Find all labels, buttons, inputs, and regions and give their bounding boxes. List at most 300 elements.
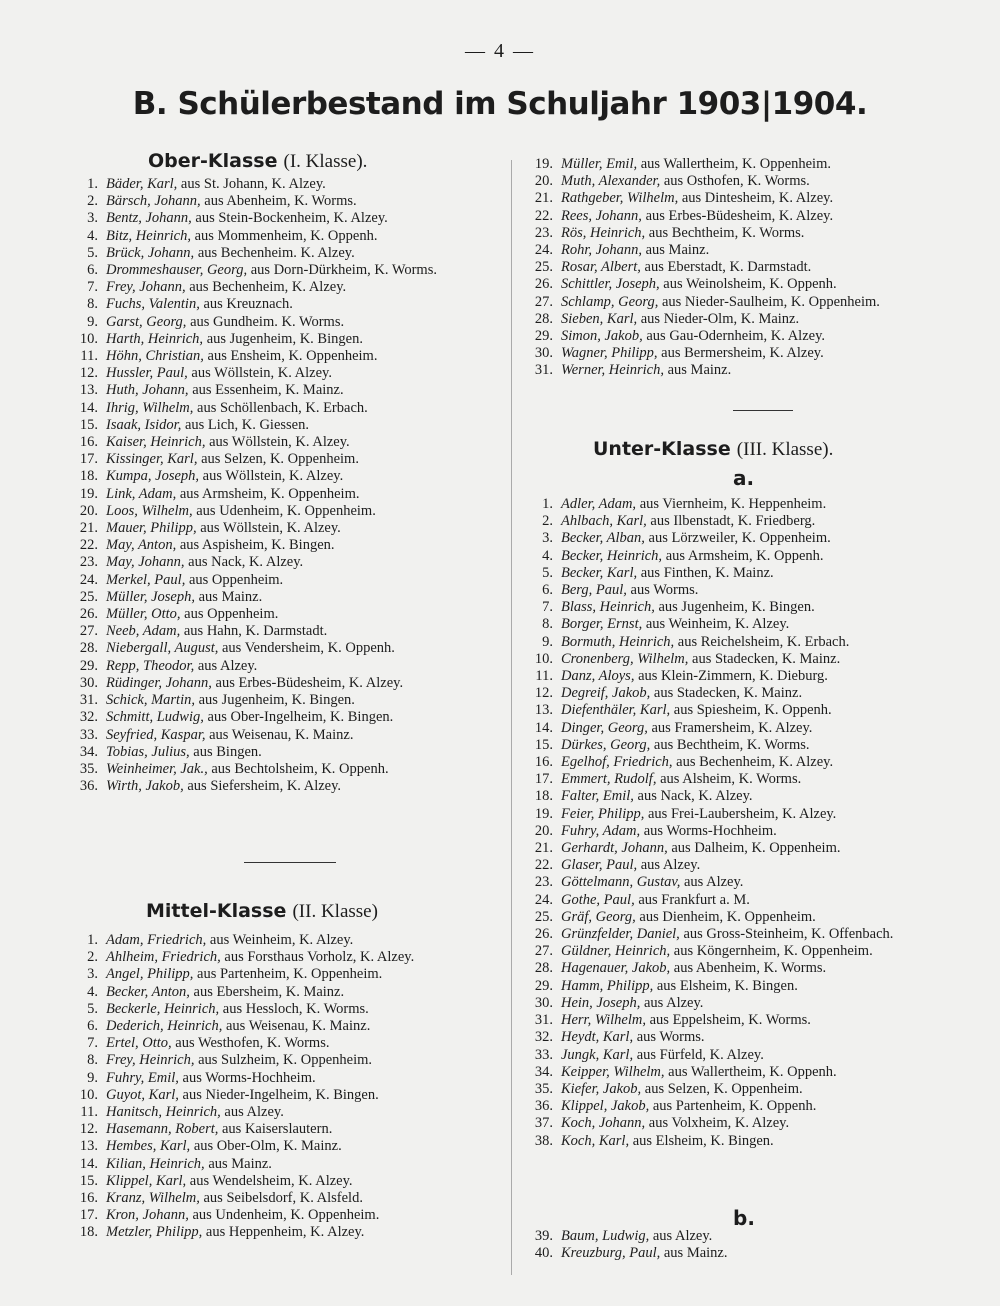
entry-number: 24. bbox=[534, 891, 553, 908]
student-name: Bäder, Karl, bbox=[106, 176, 178, 192]
entry-number: 1. bbox=[542, 496, 553, 512]
student-name: Borger, Ernst, bbox=[561, 616, 643, 633]
student-origin: aus Weinheim, K. Alzey. bbox=[209, 932, 354, 948]
student-origin: aus Stadecken, K. Mainz. bbox=[692, 650, 841, 667]
student-name: Kilian, Heinrich, bbox=[106, 1155, 205, 1172]
unter-klasse-group-a-label: a. bbox=[733, 466, 755, 490]
student-entry bbox=[515, 530, 955, 547]
student-origin: aus Jugenheim, K. Bingen. bbox=[198, 692, 355, 709]
student-origin: aus Heppenheim, K. Alzey. bbox=[205, 1224, 365, 1241]
student-name: Cronenberg, Wilhelm, bbox=[561, 650, 689, 667]
student-entry bbox=[60, 949, 492, 966]
entry-number: 11. bbox=[535, 668, 553, 685]
student-name: Herr, Wilhelm, bbox=[561, 1012, 646, 1029]
entry-number: 26. bbox=[79, 606, 98, 623]
student-entry bbox=[60, 468, 492, 485]
student-origin: aus Hessloch, K. Worms. bbox=[222, 1000, 369, 1017]
student-entry bbox=[515, 276, 955, 293]
student-entry bbox=[60, 314, 492, 331]
student-entry bbox=[60, 1173, 492, 1190]
student-origin: aus Alzey. bbox=[640, 857, 701, 874]
student-origin: aus Lörzweiler, K. Oppenheim. bbox=[648, 530, 831, 547]
student-origin: aus Nack, K. Alzey. bbox=[188, 554, 304, 571]
student-entry bbox=[60, 778, 492, 795]
student-origin: aus Frankfurt a. M. bbox=[638, 891, 750, 908]
student-entry bbox=[515, 1133, 955, 1150]
student-entry bbox=[515, 668, 955, 685]
student-origin: aus Seibelsdorf, K. Alsfeld. bbox=[203, 1190, 363, 1207]
student-entry bbox=[515, 582, 955, 599]
student-origin: aus Worms-Hochheim. bbox=[643, 822, 777, 839]
student-name: Jungk, Karl, bbox=[561, 1046, 634, 1063]
student-origin: aus Bechenheim. K. Alzey. bbox=[197, 244, 355, 261]
student-name: Degreif, Jakob, bbox=[561, 685, 651, 702]
entry-number: 6. bbox=[542, 582, 553, 599]
entry-number: 4. bbox=[87, 227, 98, 244]
entry-number: 16. bbox=[534, 754, 553, 771]
student-name: Brück, Johann, bbox=[106, 244, 195, 261]
student-entry bbox=[515, 926, 955, 943]
student-entry bbox=[60, 1104, 492, 1121]
student-entry bbox=[60, 262, 492, 279]
entry-number: 33. bbox=[79, 726, 98, 743]
student-name: Fuchs, Valentin, bbox=[106, 296, 200, 313]
student-entry bbox=[515, 1081, 955, 1098]
student-entry bbox=[60, 966, 492, 983]
student-name: Becker, Alban, bbox=[561, 530, 645, 547]
entry-number: 3. bbox=[87, 966, 98, 983]
student-origin: aus Wallertheim, K. Oppenheim. bbox=[640, 156, 831, 172]
student-origin: aus St. Johann, K. Alzey. bbox=[180, 176, 326, 192]
entry-number: 13. bbox=[534, 702, 553, 719]
student-name: Ahlbach, Karl, bbox=[561, 513, 647, 530]
student-origin: aus Abenheim, K. Worms. bbox=[204, 193, 357, 210]
student-entry bbox=[60, 761, 492, 778]
student-origin: aus Ober-Olm, K. Mainz. bbox=[193, 1138, 342, 1155]
entry-number: 5. bbox=[542, 564, 553, 581]
student-entry bbox=[60, 1207, 492, 1224]
student-entry bbox=[515, 225, 955, 242]
student-origin: aus Wöllstein, K. Alzey. bbox=[191, 365, 332, 382]
student-name: Neeb, Adam, bbox=[106, 623, 181, 640]
student-entry bbox=[515, 294, 955, 311]
student-name: Rohr, Johann, bbox=[561, 242, 642, 259]
student-name: Hanitsch, Heinrich, bbox=[106, 1104, 221, 1121]
student-entry bbox=[60, 744, 492, 761]
entry-number: 25. bbox=[534, 259, 553, 276]
entry-number: 39. bbox=[534, 1228, 553, 1244]
entry-number: 10. bbox=[79, 330, 98, 347]
mittel-klasse-subtitle: (II. Klasse) bbox=[292, 901, 378, 922]
student-name: Hein, Joseph, bbox=[561, 994, 641, 1011]
entry-number: 9. bbox=[87, 1069, 98, 1086]
student-entry bbox=[60, 932, 492, 949]
student-entry bbox=[60, 1087, 492, 1104]
unter-klasse-group-a-list bbox=[515, 496, 955, 1150]
student-name: Muth, Alexander, bbox=[561, 173, 661, 190]
entry-number: 1. bbox=[87, 932, 98, 948]
student-origin: aus Weisenau, K. Mainz. bbox=[209, 726, 354, 743]
entry-number: 32. bbox=[534, 1029, 553, 1046]
ober-klasse-subtitle: (I. Klasse). bbox=[283, 151, 368, 172]
student-name: Tobias, Julius, bbox=[106, 743, 190, 760]
entry-number: 28. bbox=[534, 960, 553, 977]
student-name: Simon, Jakob, bbox=[561, 328, 643, 345]
student-entry bbox=[60, 382, 492, 399]
student-name: Niebergall, August, bbox=[106, 640, 219, 657]
student-entry bbox=[60, 572, 492, 589]
student-origin: aus Essenheim, K. Mainz. bbox=[192, 382, 344, 399]
student-entry bbox=[515, 634, 955, 651]
student-name: Feier, Philipp, bbox=[561, 805, 645, 822]
student-name: Schmitt, Ludwig, bbox=[106, 709, 204, 726]
entry-number: 30. bbox=[534, 345, 553, 362]
student-origin: aus Mainz. bbox=[663, 1245, 728, 1262]
student-entry bbox=[60, 210, 492, 227]
student-entry bbox=[515, 960, 955, 977]
student-origin: aus Bingen. bbox=[193, 743, 262, 760]
student-entry bbox=[515, 651, 955, 668]
student-name: Kiefer, Jakob, bbox=[561, 1080, 642, 1097]
student-entry bbox=[515, 995, 955, 1012]
student-entry bbox=[515, 892, 955, 909]
entry-number: 22. bbox=[534, 207, 553, 224]
student-name: Wagner, Philipp, bbox=[561, 345, 658, 362]
student-entry bbox=[60, 348, 492, 365]
student-entry bbox=[60, 589, 492, 606]
student-origin: aus Bermersheim, K. Alzey. bbox=[661, 345, 824, 362]
student-name: Ahlheim, Friedrich, bbox=[106, 949, 221, 966]
student-entry bbox=[515, 874, 955, 891]
student-name: Isaak, Isidor, bbox=[106, 416, 182, 433]
student-origin: aus Weinolsheim, K. Oppenh. bbox=[663, 276, 837, 293]
student-origin: aus Dorn-Dürkheim, K. Worms. bbox=[250, 262, 437, 279]
student-name: Rös, Heinrich, bbox=[561, 224, 646, 241]
student-origin: aus Jugenheim, K. Bingen. bbox=[658, 599, 815, 616]
entry-number: 35. bbox=[534, 1080, 553, 1097]
student-origin: aus Wendelsheim, K. Alzey. bbox=[189, 1172, 353, 1189]
student-entry bbox=[515, 1064, 955, 1081]
entry-number: 16. bbox=[79, 434, 98, 451]
student-origin: aus Mainz. bbox=[645, 242, 710, 259]
student-origin: aus Sulzheim, K. Oppenheim. bbox=[198, 1052, 373, 1069]
student-name: Keipper, Wilhelm, bbox=[561, 1063, 665, 1080]
student-name: Schlamp, Georg, bbox=[561, 293, 659, 310]
student-origin: aus Nieder-Ingelheim, K. Bingen. bbox=[182, 1086, 379, 1103]
entry-number: 34. bbox=[534, 1063, 553, 1080]
student-name: Dederich, Heinrich, bbox=[106, 1018, 223, 1035]
student-entry bbox=[60, 486, 492, 503]
student-entry bbox=[515, 496, 955, 513]
entry-number: 22. bbox=[79, 537, 98, 554]
student-origin: aus Alzey. bbox=[197, 657, 258, 674]
entry-number: 21. bbox=[534, 840, 553, 857]
student-origin: aus Partenheim, K. Oppenheim. bbox=[197, 966, 383, 983]
student-entry bbox=[515, 190, 955, 207]
student-entry bbox=[60, 417, 492, 434]
entry-number: 18. bbox=[534, 788, 553, 805]
student-origin: aus Mainz. bbox=[208, 1155, 272, 1172]
student-origin: aus Ober-Ingelheim, K. Bingen. bbox=[207, 709, 394, 726]
student-entry bbox=[515, 909, 955, 926]
student-name: Link, Adam, bbox=[106, 485, 177, 502]
unter-klasse-title: Unter-Klasse bbox=[593, 438, 731, 460]
student-origin: aus Stadecken, K. Mainz. bbox=[653, 685, 803, 702]
student-name: Koch, Karl, bbox=[561, 1132, 630, 1149]
student-entry bbox=[515, 1012, 955, 1029]
ober-klasse-title: Ober-Klasse bbox=[148, 150, 278, 172]
student-name: Bärsch, Johann, bbox=[106, 193, 201, 210]
unter-klasse-heading bbox=[593, 438, 833, 461]
entry-number: 3. bbox=[87, 210, 98, 227]
entry-number: 17. bbox=[79, 451, 98, 468]
entry-number: 28. bbox=[79, 640, 98, 657]
student-origin: aus Elsheim, K. Bingen. bbox=[656, 977, 798, 994]
student-entry bbox=[60, 228, 492, 245]
student-name: Frey, Johann, bbox=[106, 279, 186, 296]
student-entry bbox=[60, 727, 492, 744]
student-name: Schick, Martin, bbox=[106, 692, 195, 709]
mittel-klasse-list bbox=[60, 932, 492, 1242]
entry-number: 31. bbox=[79, 692, 98, 709]
student-name: Emmert, Rudolf, bbox=[561, 771, 657, 788]
entry-number: 33. bbox=[534, 1046, 553, 1063]
student-entry bbox=[515, 328, 955, 345]
student-name: Beckerle, Heinrich, bbox=[106, 1000, 220, 1017]
entry-number: 17. bbox=[79, 1207, 98, 1224]
student-name: Höhn, Christian, bbox=[106, 348, 204, 365]
student-origin: aus Reichelsheim, K. Erbach. bbox=[677, 633, 850, 650]
student-entry bbox=[60, 451, 492, 468]
student-entry bbox=[60, 623, 492, 640]
entry-number: 8. bbox=[87, 296, 98, 313]
entry-number: 8. bbox=[87, 1052, 98, 1069]
student-entry bbox=[515, 978, 955, 995]
ober-klasse-heading bbox=[148, 150, 367, 173]
student-entry bbox=[515, 823, 955, 840]
student-origin: aus Alsheim, K. Worms. bbox=[660, 771, 802, 788]
student-name: Rathgeber, Wilhelm, bbox=[561, 190, 679, 207]
student-entry bbox=[515, 943, 955, 960]
entry-number: 23. bbox=[534, 224, 553, 241]
entry-number: 36. bbox=[79, 778, 98, 795]
entry-number: 3. bbox=[542, 530, 553, 547]
entry-number: 38. bbox=[534, 1132, 553, 1149]
student-origin: aus Ensheim, K. Oppenheim. bbox=[207, 348, 378, 365]
student-entry bbox=[515, 345, 955, 362]
ober-klasse-list bbox=[60, 176, 492, 795]
student-name: Schittler, Joseph, bbox=[561, 276, 660, 293]
student-entry bbox=[60, 606, 492, 623]
student-name: Klippel, Karl, bbox=[106, 1172, 187, 1189]
entry-number: 20. bbox=[534, 173, 553, 190]
student-name: Becker, Karl, bbox=[561, 564, 638, 581]
student-name: Kron, Johann, bbox=[106, 1207, 189, 1224]
entry-number: 1. bbox=[87, 176, 98, 192]
entry-number: 26. bbox=[534, 926, 553, 943]
student-entry bbox=[60, 503, 492, 520]
student-name: May, Johann, bbox=[106, 554, 185, 571]
page-number: — 4 — bbox=[465, 40, 535, 62]
student-origin: aus Worms. bbox=[630, 582, 699, 599]
student-origin: aus Dalheim, K. Oppenheim. bbox=[671, 840, 841, 857]
entry-number: 7. bbox=[542, 599, 553, 616]
student-entry bbox=[515, 599, 955, 616]
entry-number: 6. bbox=[87, 262, 98, 279]
student-name: Bentz, Johann, bbox=[106, 210, 192, 227]
student-name: Adam, Friedrich, bbox=[106, 932, 207, 948]
entry-number: 25. bbox=[534, 908, 553, 925]
student-entry bbox=[60, 709, 492, 726]
student-name: Frey, Heinrich, bbox=[106, 1052, 195, 1069]
student-name: Hagenauer, Jakob, bbox=[561, 960, 671, 977]
student-origin: aus Selzen, K. Oppenheim. bbox=[644, 1080, 803, 1097]
student-name: Kissinger, Karl, bbox=[106, 451, 198, 468]
entry-number: 27. bbox=[534, 293, 553, 310]
entry-number: 40. bbox=[534, 1245, 553, 1262]
entry-number: 11. bbox=[80, 348, 98, 365]
student-name: Kreuzburg, Paul, bbox=[561, 1245, 661, 1262]
student-origin: aus Weisenau, K. Mainz. bbox=[226, 1018, 371, 1035]
student-name: Falter, Emil, bbox=[561, 788, 634, 805]
mittel-klasse-heading bbox=[146, 900, 378, 923]
student-origin: aus Osthofen, K. Worms. bbox=[663, 173, 810, 190]
student-entry bbox=[515, 685, 955, 702]
student-name: Merkel, Paul, bbox=[106, 571, 186, 588]
entry-number: 7. bbox=[87, 279, 98, 296]
student-name: Blass, Heinrich, bbox=[561, 599, 655, 616]
student-name: Kaiser, Heinrich, bbox=[106, 434, 206, 451]
entry-number: 14. bbox=[79, 1155, 98, 1172]
student-entry bbox=[515, 565, 955, 582]
student-origin: aus Gross-Steinheim, K. Offenbach. bbox=[683, 926, 894, 943]
student-name: Klippel, Jakob, bbox=[561, 1098, 650, 1115]
student-origin: aus Stein-Bockenheim, K. Alzey. bbox=[195, 210, 388, 227]
student-name: Gräf, Georg, bbox=[561, 908, 636, 925]
student-origin: aus Mainz. bbox=[667, 362, 732, 379]
student-name: Weinheimer, Jak., bbox=[106, 760, 208, 777]
entry-number: 9. bbox=[87, 313, 98, 330]
student-name: Egelhof, Friedrich, bbox=[561, 754, 673, 771]
entry-number: 27. bbox=[79, 623, 98, 640]
entry-number: 13. bbox=[79, 1138, 98, 1155]
student-origin: aus Kreuznach. bbox=[203, 296, 293, 313]
entry-number: 7. bbox=[87, 1035, 98, 1052]
student-origin: aus Wöllstein, K. Alzey. bbox=[209, 434, 350, 451]
entry-number: 29. bbox=[79, 657, 98, 674]
student-origin: aus Udenheim, K. Oppenheim. bbox=[196, 502, 376, 519]
student-origin: aus Framersheim, K. Alzey. bbox=[651, 719, 813, 736]
student-entry bbox=[60, 658, 492, 675]
student-origin: aus Mommenheim, K. Oppenh. bbox=[194, 227, 378, 244]
student-name: Huth, Johann, bbox=[106, 382, 189, 399]
entry-number: 37. bbox=[534, 1115, 553, 1132]
entry-number: 14. bbox=[534, 719, 553, 736]
entry-number: 23. bbox=[534, 874, 553, 891]
student-origin: aus Oppenheim. bbox=[188, 571, 284, 588]
entry-number: 2. bbox=[542, 513, 553, 530]
entry-number: 19. bbox=[534, 156, 553, 172]
entry-number: 32. bbox=[79, 709, 98, 726]
student-name: Dinger, Georg, bbox=[561, 719, 648, 736]
entry-number: 15. bbox=[79, 416, 98, 433]
student-entry bbox=[515, 548, 955, 565]
student-entry bbox=[60, 1190, 492, 1207]
student-name: Garst, Georg, bbox=[106, 313, 187, 330]
entry-number: 36. bbox=[534, 1098, 553, 1115]
student-entry bbox=[515, 208, 955, 225]
entry-number: 16. bbox=[79, 1190, 98, 1207]
student-origin: aus Abenheim, K. Worms. bbox=[673, 960, 827, 977]
student-origin: aus Selzen, K. Oppenheim. bbox=[201, 451, 359, 468]
student-entry bbox=[515, 857, 955, 874]
student-origin: aus Westhofen, K. Worms. bbox=[175, 1035, 330, 1052]
student-name: Heydt, Karl, bbox=[561, 1029, 634, 1046]
entry-number: 24. bbox=[534, 242, 553, 259]
entry-number: 31. bbox=[534, 362, 553, 379]
entry-number: 23. bbox=[79, 554, 98, 571]
student-name: Sieben, Karl, bbox=[561, 310, 638, 327]
student-origin: aus Schöllenbach, K. Erbach. bbox=[197, 399, 368, 416]
student-origin: aus Volxheim, K. Alzey. bbox=[648, 1115, 790, 1132]
entry-number: 20. bbox=[534, 822, 553, 839]
student-name: Göttelmann, Gustav, bbox=[561, 874, 681, 891]
student-origin: aus Alzey. bbox=[652, 1228, 713, 1244]
student-name: Adler, Adam, bbox=[561, 496, 637, 512]
entry-number: 21. bbox=[79, 520, 98, 537]
student-entry bbox=[60, 554, 492, 571]
student-entry bbox=[60, 520, 492, 537]
student-origin: aus Alzey. bbox=[224, 1104, 284, 1121]
mittel-klasse-continued-list bbox=[515, 156, 955, 380]
student-origin: aus Köngernheim, K. Oppenheim. bbox=[673, 943, 873, 960]
student-name: Grünzfelder, Daniel, bbox=[561, 926, 680, 943]
student-name: Angel, Philipp, bbox=[106, 966, 194, 983]
student-entry bbox=[60, 1138, 492, 1155]
student-origin: aus Undenheim, K. Oppenheim. bbox=[192, 1207, 380, 1224]
student-entry bbox=[60, 1001, 492, 1018]
student-origin: aus Nack, K. Alzey. bbox=[637, 788, 753, 805]
entry-number: 15. bbox=[534, 736, 553, 753]
student-entry bbox=[60, 675, 492, 692]
student-entry bbox=[60, 984, 492, 1001]
student-origin: aus Mainz. bbox=[198, 588, 263, 605]
student-origin: aus Worms-Hochheim. bbox=[182, 1069, 316, 1086]
student-entry bbox=[60, 245, 492, 262]
student-entry bbox=[515, 616, 955, 633]
entry-number: 29. bbox=[534, 977, 553, 994]
entry-number: 9. bbox=[542, 633, 553, 650]
entry-number: 24. bbox=[79, 571, 98, 588]
student-entry bbox=[515, 1115, 955, 1132]
student-origin: aus Armsheim, K. Oppenheim. bbox=[179, 485, 360, 502]
mittel-klasse-title: Mittel-Klasse bbox=[146, 900, 287, 922]
student-origin: aus Weinheim, K. Alzey. bbox=[645, 616, 790, 633]
student-origin: aus Finthen, K. Mainz. bbox=[640, 564, 774, 581]
student-entry bbox=[60, 692, 492, 709]
entry-number: 17. bbox=[534, 771, 553, 788]
entry-number: 5. bbox=[87, 244, 98, 261]
student-origin: aus Bechtheim, K. Worms. bbox=[648, 224, 805, 241]
student-name: Müller, Joseph, bbox=[106, 588, 195, 605]
entry-number: 19. bbox=[79, 485, 98, 502]
entry-number: 19. bbox=[534, 805, 553, 822]
entry-number: 18. bbox=[79, 468, 98, 485]
student-origin: aus Erbes-Büdesheim, K. Alzey. bbox=[215, 674, 404, 691]
student-origin: aus Lich, K. Giessen. bbox=[184, 416, 309, 433]
student-origin: aus Siefersheim, K. Alzey. bbox=[187, 778, 342, 795]
student-origin: aus Nieder-Saulheim, K. Oppenheim. bbox=[661, 293, 880, 310]
